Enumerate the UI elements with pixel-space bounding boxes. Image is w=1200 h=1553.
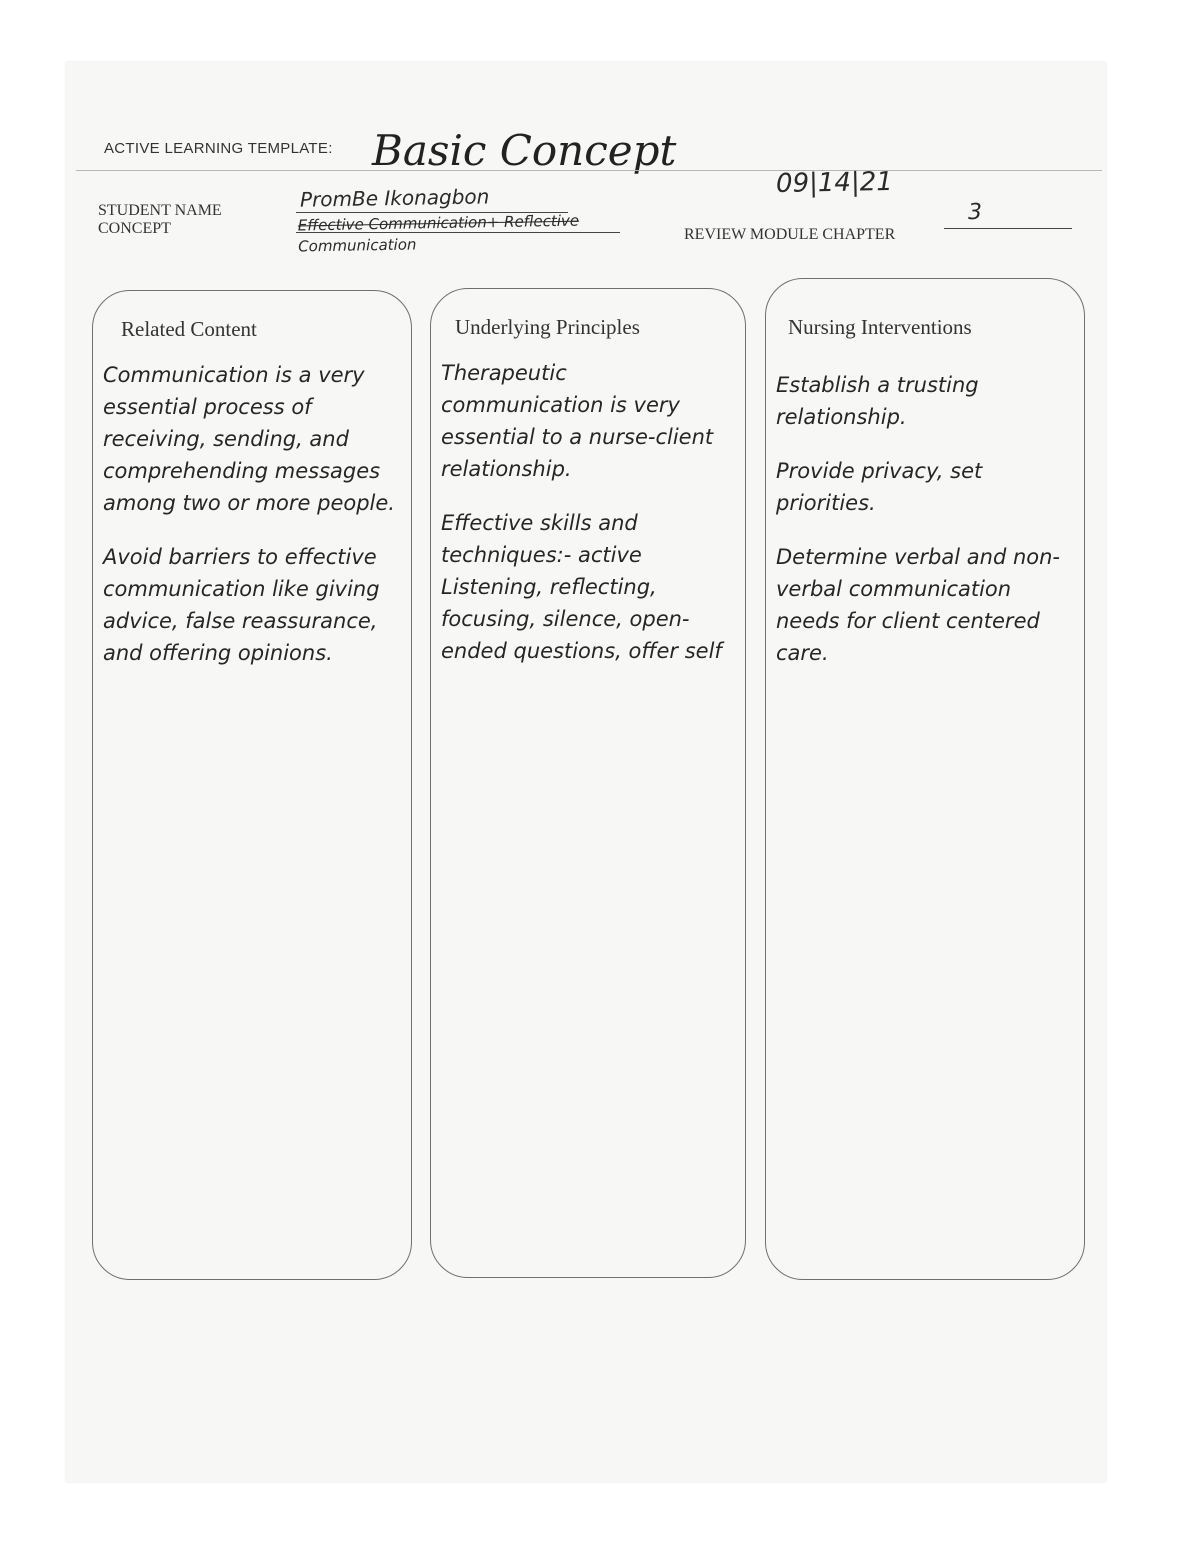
nursing-interventions-text: [776, 369, 1074, 691]
chapter-line: [944, 228, 1072, 229]
related-content-paragraph: Communication is a very essential process of receiving, sending, and comprehending messages among two or more people.: [103, 363, 395, 515]
underlying-principles-paragraph: Effective skills and techniques:- active Listening, reflecting, focusing, silence, open-ended questions, offer self: [441, 511, 722, 663]
student-name-label: STUDENT NAME: [98, 202, 222, 219]
template-label: ACTIVE LEARNING TEMPLATE:: [104, 140, 333, 157]
nursing-interventions-heading: Nursing Interventions: [788, 315, 972, 339]
nursing-interventions-box: [765, 278, 1085, 1280]
page-title: Basic Concept: [372, 126, 677, 175]
student-name-value: PromBe Ikonagbon: [299, 184, 490, 212]
underlying-principles-box: [430, 288, 746, 1278]
concept-value: [298, 209, 699, 258]
underlying-principles-paragraph: Therapeutic communication is very essential to a nurse-client relationship.: [441, 361, 714, 481]
nursing-interventions-paragraph: Determine verbal and non-verbal communication needs for client centered care.: [776, 545, 1060, 665]
review-module-label: REVIEW MODULE CHAPTER: [684, 226, 896, 243]
concept-label: CONCEPT: [98, 220, 171, 237]
chapter-value: 3: [967, 199, 983, 226]
header-divider: [76, 170, 1102, 171]
related-content-text: [103, 359, 401, 691]
related-content-paragraph: Avoid barriers to effective communication like giving advice, false reassurance, and offering opinions.: [103, 545, 380, 665]
concept-value-line1: Effective Communication+ Reflective: [297, 211, 580, 235]
nursing-interventions-paragraph: Provide privacy, set priorities.: [776, 459, 983, 515]
related-content-box: [92, 290, 412, 1280]
concept-value-line2: Communication: [298, 235, 417, 256]
related-content-heading: Related Content: [121, 317, 257, 341]
underlying-principles-heading: Underlying Principles: [455, 315, 640, 339]
underlying-principles-text: [441, 357, 735, 689]
nursing-interventions-paragraph: Establish a trusting relationship.: [776, 373, 979, 429]
date-value: 09|14|21: [775, 166, 894, 200]
